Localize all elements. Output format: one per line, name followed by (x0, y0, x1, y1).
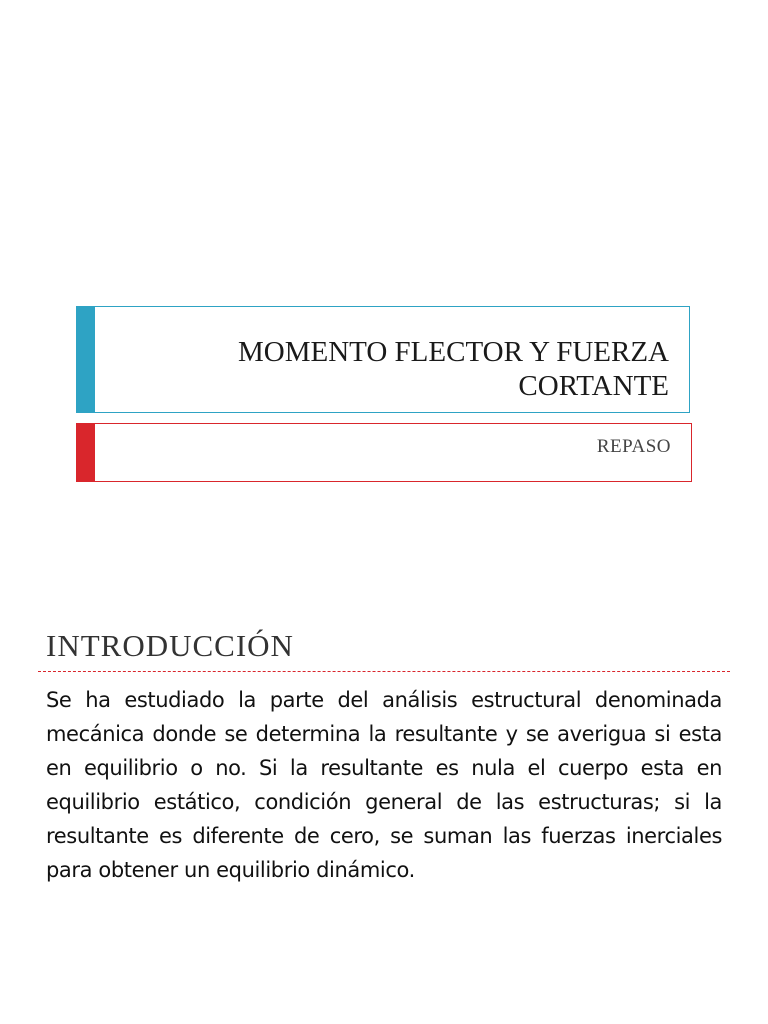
subtitle-accent-bar (77, 424, 95, 481)
intro-paragraph: Se ha estudiado la parte del análisis estructural denominada mecánica donde se determina la resultante y se averigua si esta en equilibrio o no. Si la resultante es nula el cuerpo esta en equilibrio estático, condición general de las estructuras; si la resultante es diferente de cero, se suman las fuerzas inerciales para obtener un equilibrio dinámico. (46, 688, 722, 882)
title-accent-bar (77, 307, 95, 412)
title-box (76, 306, 690, 413)
heading-divider (38, 671, 730, 672)
slide-title: MOMENTO FLECTOR Y FUERZA CORTANTE (237, 336, 669, 402)
slide-subtitle: REPASO (596, 436, 671, 457)
subtitle-box (76, 423, 692, 482)
section-heading: INTRODUCCIÓN (46, 628, 294, 663)
